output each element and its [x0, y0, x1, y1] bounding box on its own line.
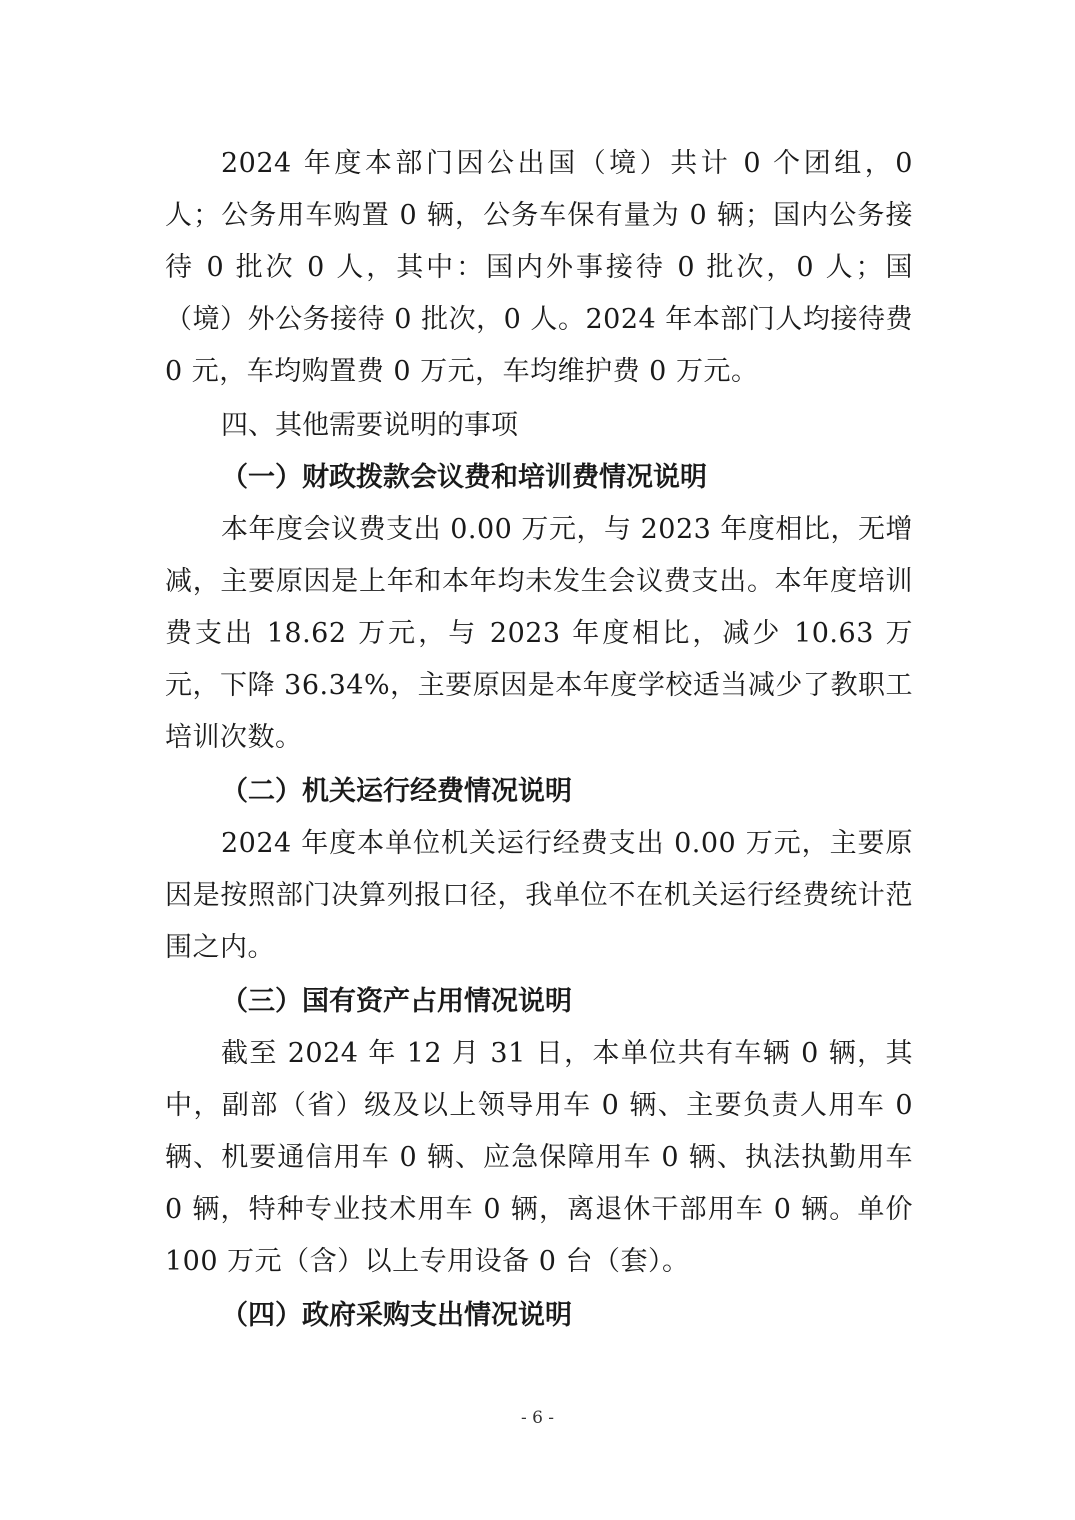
page-number: - 6 - [520, 1408, 555, 1428]
subsection-heading-state-assets: （三）国有资产占用情况说明 [221, 986, 572, 1017]
document-body [165, 138, 913, 1342]
section-heading-other-matters: 四、其他需要说明的事项 [221, 410, 518, 441]
subsection-heading-procurement: （四）政府采购支出情况说明 [221, 1300, 572, 1331]
paragraph-state-assets: 截至 2024 年 12 月 31 日，本单位共有车辆 0 辆，其中，副部（省）级及以上领导用车 0 辆、主要负责人用车 0 辆、机要通信用车 0 辆、应急保障用车 0 辆、执法执勤用车 0 辆，特种专业技术用车 0 辆，离退休干部用车 0 辆。单价 100 万元（含）以上专用设备 0 台（套）。 [165, 1038, 913, 1277]
paragraph-operating-funds: 2024 年度本单位机关运行经费支出 0.00 万元，主要原因是按照部门决算列报口径，我单位不在机关运行经费统计范围之内。 [165, 828, 913, 963]
subsection-heading-operating-funds: （二）机关运行经费情况说明 [221, 776, 572, 807]
subsection-heading-meeting-training: （一）财政拨款会议费和培训费情况说明 [221, 462, 707, 493]
paragraph-overseas-reception: 2024 年度本部门因公出国（境）共计 0 个团组，0 人；公务用车购置 0 辆，公务车保有量为 0 辆；国内公务接待 0 批次 0 人，其中：国内外事接待 0 批次，0 人；国（境）外公务接待 0 批次，0 人。2024 年本部门人均接待费 0 元，车均购置费 0 万元，车均维护费 0 万元。 [165, 148, 913, 387]
paragraph-meeting-training: 本年度会议费支出 0.00 万元，与 2023 年度相比，无增减，主要原因是上年和本年均未发生会议费支出。本年度培训费支出 18.62 万元，与 2023 年度相比，减少 10.63 万元，下降 36.34%，主要原因是本年度学校适当减少了教职工培训次数。 [165, 514, 913, 753]
